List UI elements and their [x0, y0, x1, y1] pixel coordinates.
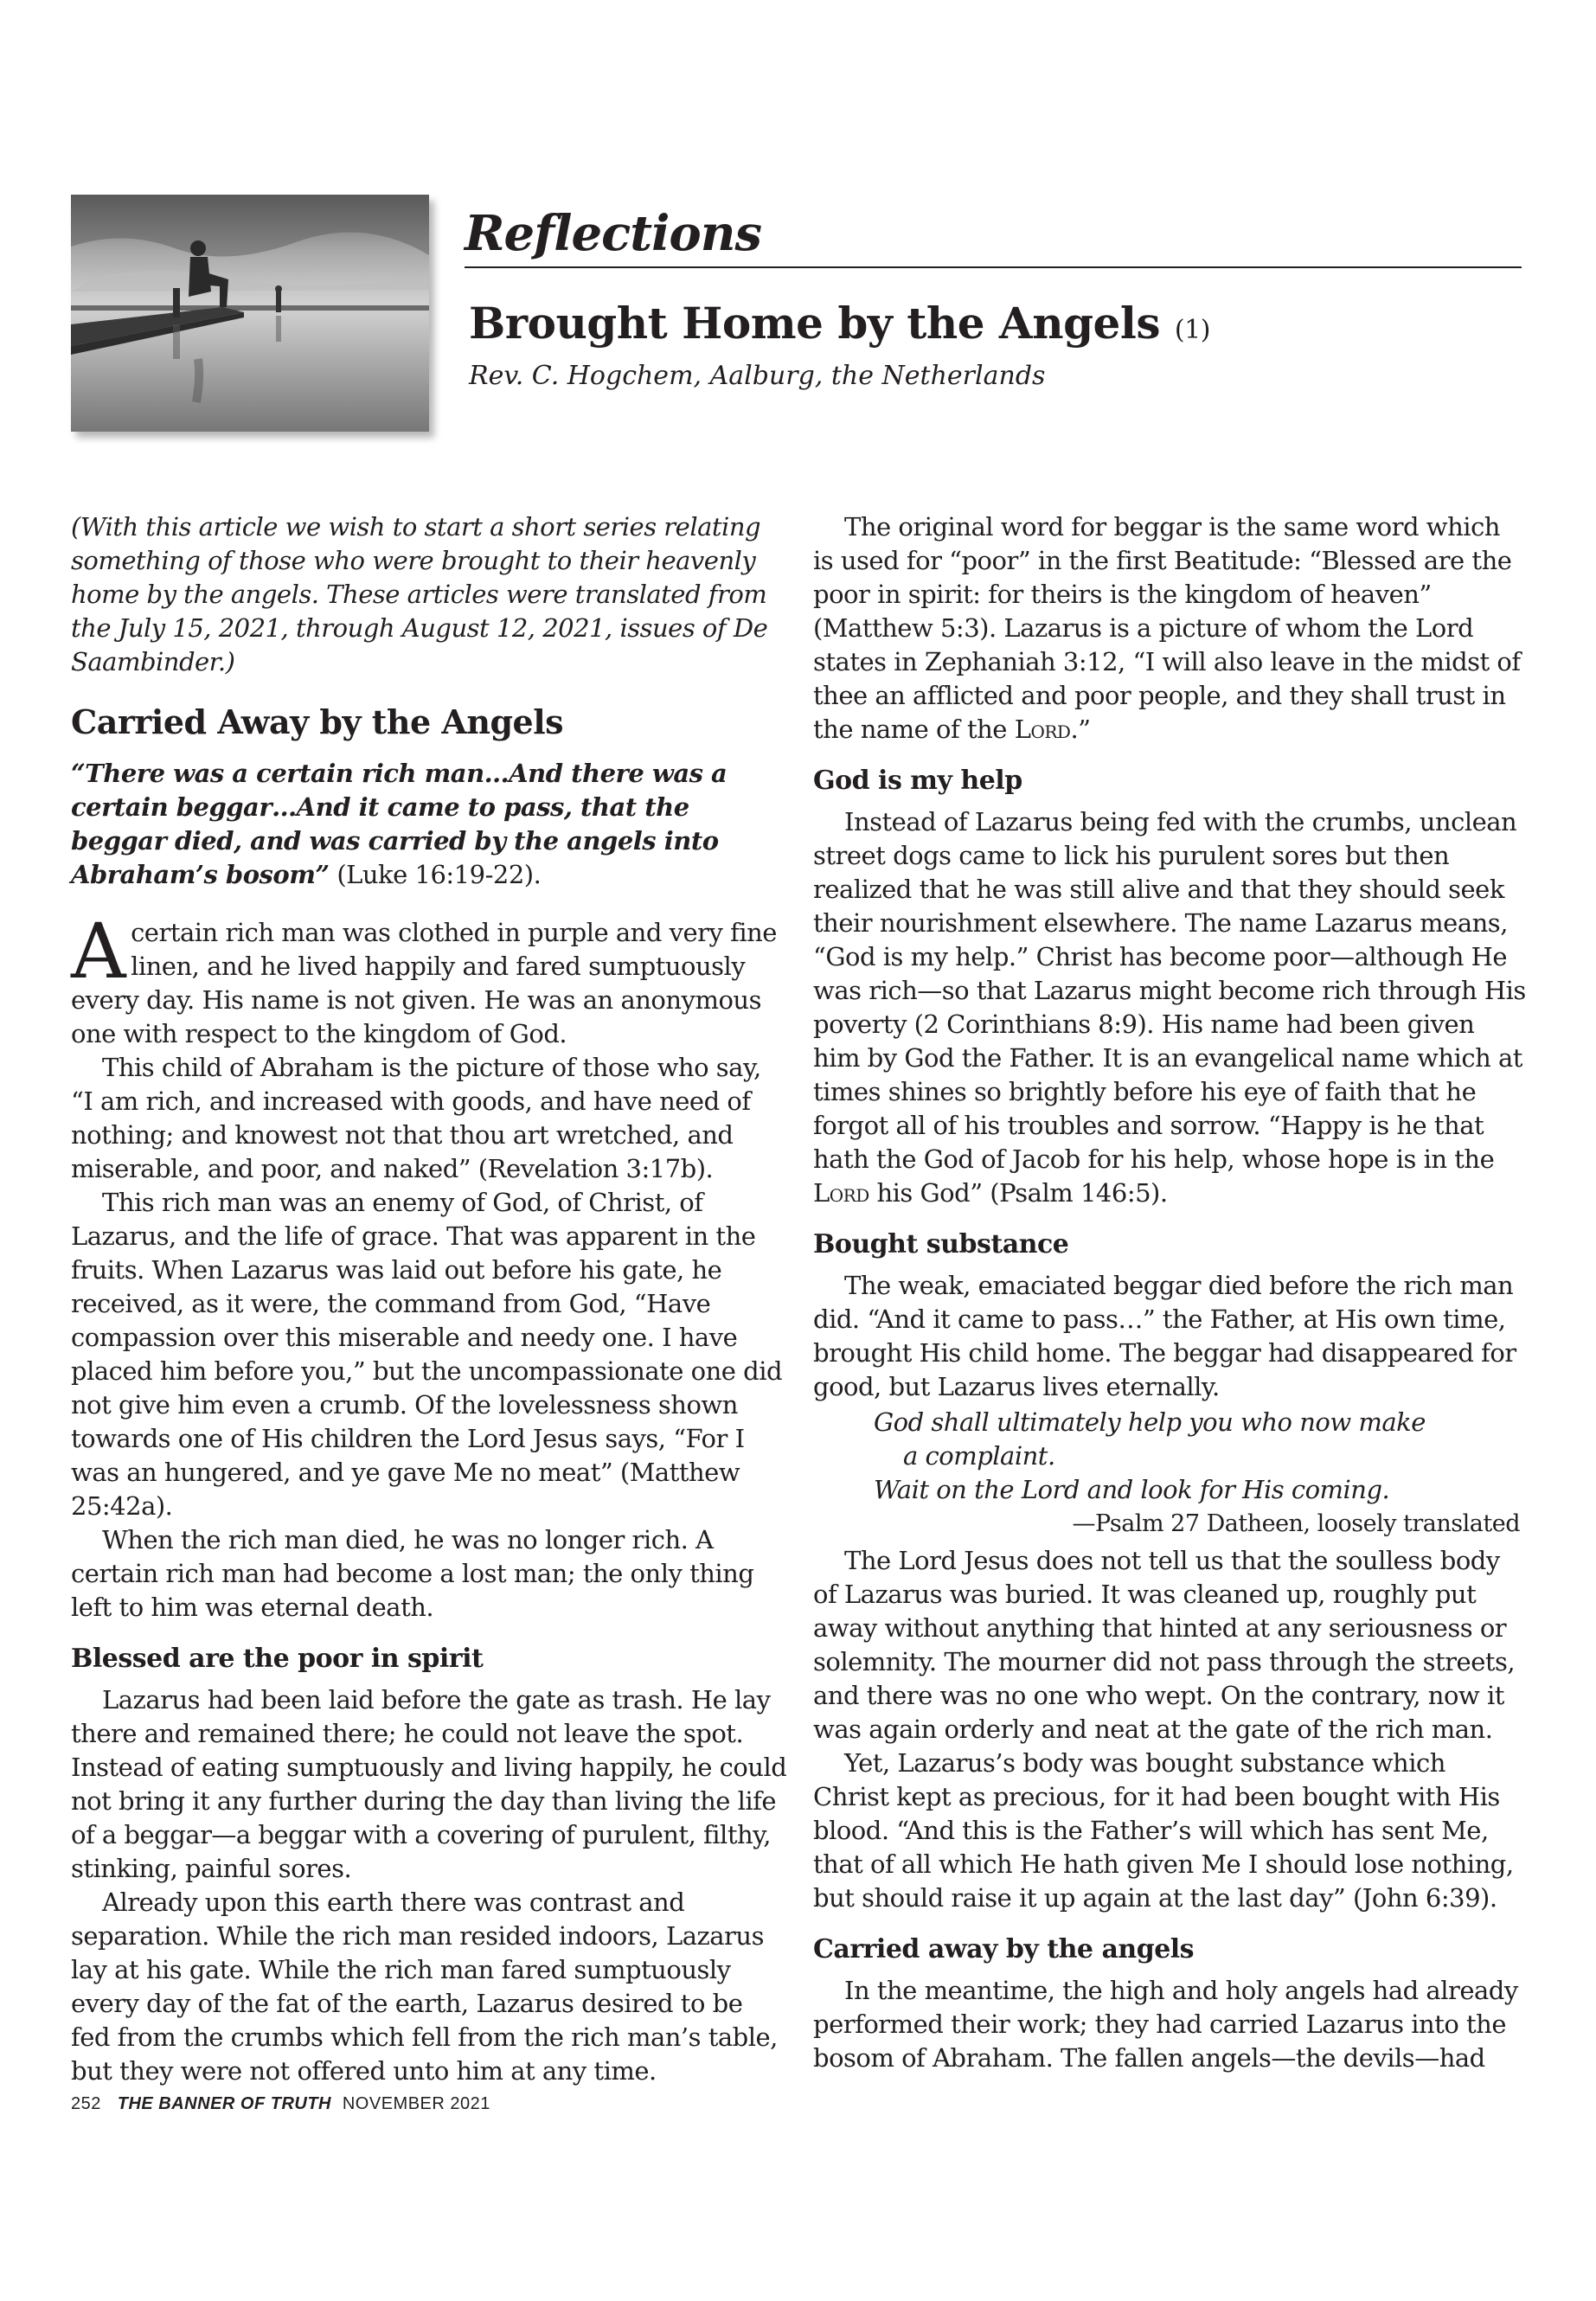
paragraph: The Lord Jesus does not tell us that the soulless body of Lazarus was buried. It was cleaned up, roughly put away without anything that hinted at any seriousness or solemnity. The mourner did not pass through the streets, and there was no one who wept. On the contrary, now it was again orderly and neat at the gate of the rich man.	[813, 1546, 1516, 1744]
title-rule	[465, 266, 1522, 268]
paragraph-text: Instead of Lazarus being fed with the crumbs, unclean street dogs came to lick his purulent sores but then realized that he was still alive and that they should seek their nourishment elsewhere. The name Lazarus means, “God is my help.” Christ has become poor—although He was rich—so that Lazarus might become rich through His poverty (2 Corinthians 8:9). His name had been given him by God the Father. It is an evangelical name which at times shines so brightly before his eye of faith that he forgot all of his troubles and sorrow. “Happy is he that hath the God of Jacob for his help, whose hope is in the	[813, 807, 1526, 1174]
paragraph: Lazarus had been laid before the gate as trash. He lay there and remained there; he could not leave the spot. Instead of eating sumptuously and living happily, he could not bring it any further during the day than living the life of a beggar—a beggar with a covering of purulent, filthy, stinking, painful sores.	[71, 1685, 787, 1883]
paragraph-text-end: .”	[1070, 715, 1091, 744]
epigraph	[71, 757, 789, 892]
article-title	[469, 299, 1210, 347]
poem-line: a complaint.	[903, 1441, 1055, 1471]
article-number: (1)	[1174, 315, 1210, 345]
paragraph	[813, 805, 1527, 1210]
section-title: Reflections	[465, 205, 761, 262]
paragraph: This child of Abraham is the picture of those who say, “I am rich, and increased with goods, and have need of nothing; and knowest not that thou art wretched, and miserable, and poor, and naked” (Revelation 3:17b).	[71, 1053, 761, 1183]
article-title-text: Brought Home by the Angels	[469, 298, 1160, 349]
intro-note: (With this article we wish to start a short series relating something of those who were brought to their heavenly home by the angels. These articles were translated from the July 15, 2021, through August 12, 2021, issues of De Saambinder.)	[71, 512, 768, 676]
paragraph: Yet, Lazarus’s body was bought substance which Christ kept as precious, for it had been bought with His blood. “And this is the Father’s will which has sent Me, that of all which He hath given Me I should lose nothing, but should raise it up again at the last day” (John 6:39).	[813, 1748, 1514, 1913]
section-heading: Carried Away by the Angels	[71, 702, 564, 741]
drop-cap: A	[71, 907, 126, 996]
poem-line: God shall ultimately help you who now make	[874, 1407, 1426, 1437]
paragraph	[813, 510, 1527, 747]
poem-quote	[813, 1406, 1527, 1541]
page-footer	[71, 2093, 490, 2114]
paragraph-text: The original word for beggar is the same word which is used for “poor” in the first Beatitude: “Blessed are the poor in spirit: for theirs is the kingdom of heaven” (Matthew 5:3). Lazarus is a picture of whom the Lord states in Zephaniah 3:12, “I will also leave in the midst of thee an afflicted and poor people, and they shall trust in the name of the	[813, 512, 1521, 744]
paragraph: This rich man was an enemy of God, of Christ, of Lazarus, and the life of grace. That was apparent in the fruits. When Lazarus was laid out before his gate, he received, as it were, the command from God, “Have compassion over this miserable and needy one. I have placed him before you,” but the uncompassionate one did not give him even a crumb. Of the lovelessness shown towards one of His children the Lord Jesus says, “For I was an hungered, and ye gave Me no meat” (Matthew 25:42a).	[71, 1188, 783, 1521]
paragraph-text: certain rich man was clothed in purple and very fine linen, and he lived happily and fared sumptuously every day. His name is not given. He was an anonymous one with respect to the kingdom of God.	[71, 918, 777, 1048]
small-caps-lord: Lord	[1014, 715, 1071, 744]
right-column	[813, 510, 1527, 2075]
paragraph: In the meantime, the high and holy angels had already performed their work; they had carried Lazarus into the bosom of Abraham. The fallen angels—the devils—had	[813, 1976, 1518, 2073]
page-number: 252	[71, 2094, 101, 2113]
photo-man-on-pier	[71, 195, 429, 432]
small-caps-lord: Lord	[813, 1178, 869, 1208]
poem-attribution: —Psalm 27 Datheen, loosely translated	[1072, 1510, 1520, 1537]
poem-line: Wait on the Lord and look for His coming.	[874, 1475, 1390, 1504]
left-column	[71, 510, 789, 2088]
paragraph: Already upon this earth there was contrast and separation. While the rich man resided indoors, Lazarus lay at his gate. While the rich man fared sumptuously every day of the fat of the earth, Lazarus desired to be fed from the crumbs which fell from the rich man’s table, but they were not offered unto him at any time.	[71, 1888, 778, 2086]
publication-name: THE BANNER OF TRUTH	[117, 2094, 331, 2113]
paragraph: The weak, emaciated beggar died before the rich man did. “And it came to pass…” the Father, at His own time, brought His child home. The beggar had disappeared for good, but Lazarus lives eternally.	[813, 1271, 1516, 1401]
paragraph	[71, 907, 789, 1051]
byline: Rev. C. Hogchem, Aalburg, the Netherlands	[469, 361, 1046, 391]
subheading-carried-away: Carried away by the angels	[813, 1934, 1195, 1965]
paragraph-text-end: his God” (Psalm 146:5).	[869, 1178, 1168, 1208]
header-photo	[71, 195, 429, 432]
issue-date: NOVEMBER 2021	[342, 2094, 490, 2113]
epigraph-reference: (Luke 16:19-22).	[337, 860, 542, 889]
subheading-god-is-my-help: God is my help	[813, 766, 1022, 796]
subheading-poor-in-spirit: Blessed are the poor in spirit	[71, 1644, 484, 1674]
epigraph-quote: “There was a certain rich man…And there was a certain beggar…And it came to pass, that the beggar died, and was carried by the angels into Abraham’s bosom”	[71, 759, 727, 889]
subheading-bought-substance: Bought substance	[813, 1229, 1069, 1259]
paragraph: When the rich man died, he was no longer rich. A certain rich man had become a lost man; the only thing left to him was eternal death.	[71, 1525, 754, 1622]
